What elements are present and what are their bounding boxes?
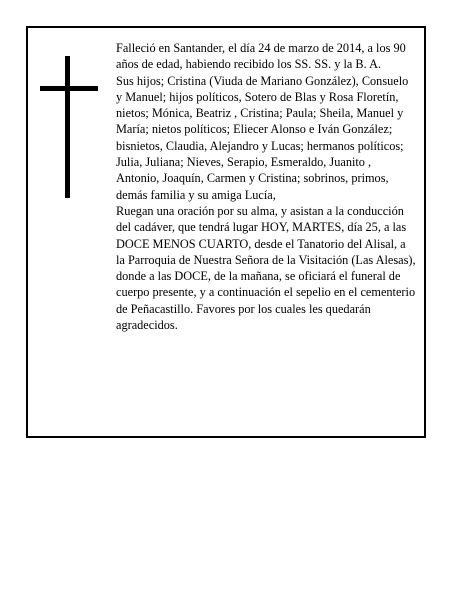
cross-icon bbox=[40, 56, 98, 198]
cross-horizontal-bar bbox=[40, 86, 98, 91]
obituary-text bbox=[116, 40, 416, 333]
obituary-notice-frame bbox=[26, 26, 426, 438]
funeral-details-paragraph: Ruegan una oración por su alma, y asistan a la conducción del cadáver, que tendrá lugar HOY, MARTES, día 25, a las DOCE MENOS CUARTO, desde el Tanatorio del Alisal, a la Parroquia de Nuestra Señora de la Visitación (Las Alesas), donde a las DOCE, de la mañana, se oficiará el funeral de cuerpo presente, y a continuación el sepelio en el cementerio de Peñacastillo. Favores por los cuales les quedarán agradecidos. bbox=[116, 203, 416, 333]
family-list-paragraph: Sus hijos; Cristina (Viuda de Mariano González), Consuelo y Manuel; hijos políticos, Sotero de Blas y Rosa Floretín, nietos; Mónica, Beatriz , Cristina; Paula; Sheila, Manuel y María; nietos políticos; Eliecer Alonso e Iván González; bisnietos, Claudia, Alejandro y Lucas; hermanos políticos; Julia, Juliana; Nieves, Serapio, Esmeraldo, Juanito , Antonio, Joaquín, Carmen y Cristina; sobrinos, primos, demás familia y su amiga Lucía, bbox=[116, 73, 409, 202]
death-announcement-paragraph: Falleció en Santander, el día 24 de marzo de 2014, a los 90 años de edad, habiendo recibido los SS. SS. y la B. A. bbox=[116, 41, 406, 72]
cross-vertical-bar bbox=[65, 56, 70, 198]
